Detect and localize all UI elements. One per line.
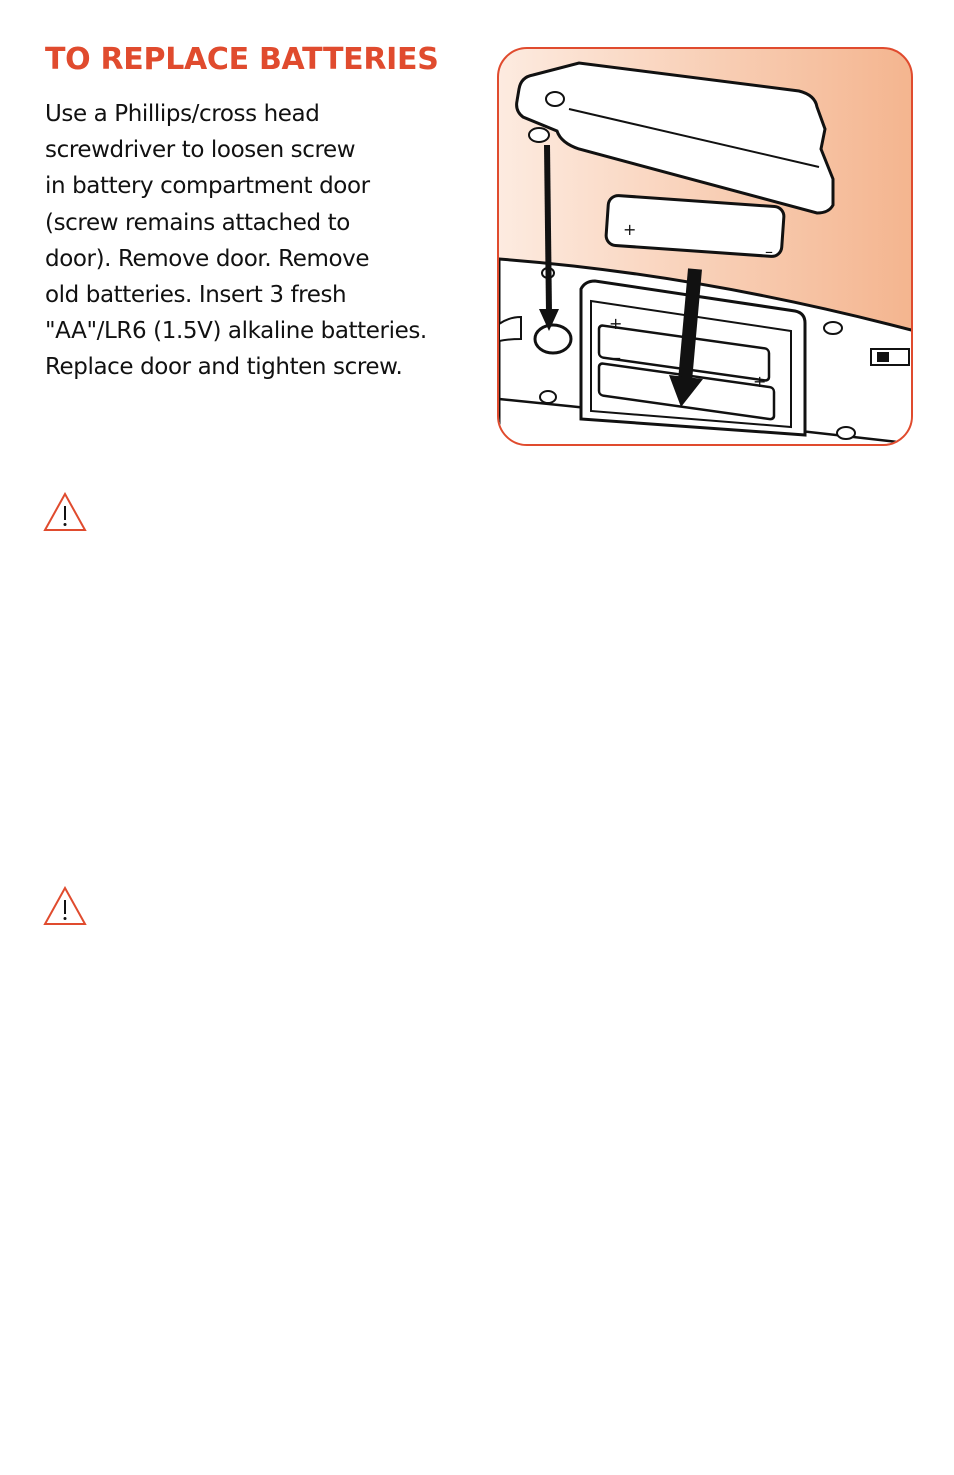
warning-icon: [43, 886, 87, 926]
instruction-line: (screw remains attached to: [45, 209, 350, 236]
instruction-line: old batteries. Insert 3 fresh: [45, 282, 347, 309]
battery-plus-label: +: [753, 372, 767, 391]
battery-plus-label: +: [609, 314, 623, 333]
battery-minus-label: –: [765, 242, 773, 261]
warning-icon: [43, 492, 87, 532]
instruction-line: in battery compartment door: [45, 173, 370, 200]
instruction-line: Replace door and tighten screw.: [45, 354, 403, 381]
instruction-line: "AA"/LR6 (1.5V) alkaline batteries.: [45, 318, 427, 345]
battery-replacement-illustration: [497, 47, 913, 446]
illustration-drawing: [499, 49, 913, 446]
instruction-line: door). Remove door. Remove: [45, 245, 370, 272]
instruction-line: Use a Phillips/cross head: [45, 101, 320, 127]
compartment-door: [517, 63, 833, 213]
battery-plus-label: +: [623, 220, 637, 239]
section-title: TO REPLACE BATTERIES: [45, 42, 439, 77]
screw-hole: [535, 325, 571, 353]
battery-minus-label: –: [747, 336, 755, 355]
battery-minus-label: –: [613, 348, 621, 367]
instruction-line: screwdriver to loosen screw: [45, 137, 356, 164]
instructions-text: [45, 96, 470, 386]
